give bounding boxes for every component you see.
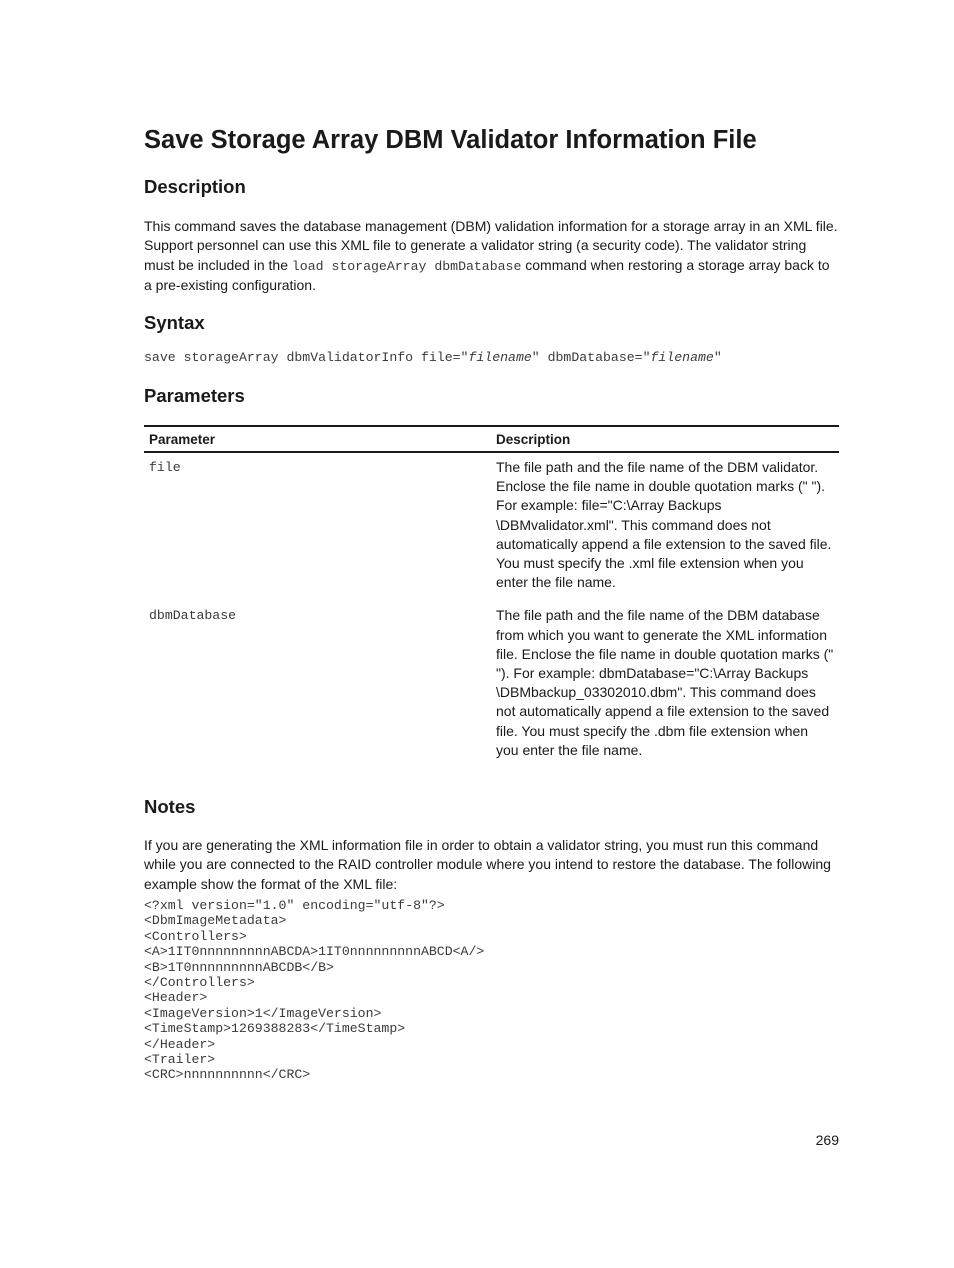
desc-extension: .dbm [653,722,686,739]
parameters-heading: Parameters [144,385,245,406]
parameter-name: dbmDatabase [149,608,237,624]
desc-text: file extension when you enter the file name. [496,722,809,758]
desc-example: file="C:\Array Backups \DBMvalidator.xml" [496,497,722,533]
description-text-2: command when restoring a storage array back to a pre-existing configuration. [144,256,830,293]
parameter-description [491,452,839,601]
desc-text: . This command does not automatically append a file extension to the saved file. You must specify the [496,516,832,572]
parameter-description [491,601,839,769]
syntax-part-1: save storageArray dbmValidatorInfo file=" [144,350,469,365]
syntax-arg-2: filename [650,350,714,365]
desc-text: file extension when you enter the file name. [496,555,804,591]
notes-paragraph: If you are generating the XML information file in order to obtain a validator string, you must run this command while you are connected to the RAID controller module where you intend to restore the database. The following example show the format of the XML file: [144,837,831,892]
description-code: load storageArray dbmDatabase [291,258,522,274]
table-row [144,452,839,601]
syntax-heading: Syntax [144,312,205,333]
page-title: Save Storage Array DBM Validator Information File [144,126,757,154]
table-header-row [144,426,839,452]
desc-text: . This command does not automatically append a file extension to the saved file. You must specify the [496,684,830,739]
column-header-description: Description [491,426,839,452]
syntax-part-2: " dbmDatabase=" [531,350,651,365]
desc-text: The file path and the file name of the DBM database from which you want to generate the XML information file. Enclose the file name in double quotation marks (" "). For example: [496,607,834,682]
parameter-name: file [149,460,181,475]
syntax-code [144,350,722,365]
desc-example: dbmDatabase="C:\Array Backups \DBMbackup_03302010.dbm" [496,665,809,701]
table-row [144,601,839,769]
description-paragraph [144,217,839,295]
description-text-1: This command saves the database management (DBM) validation information for a storage array in an XML file. Support personnel can use this XML file to generate a validator string (a security code). The validator string must be included in the [144,218,838,273]
page-number: 269 [815,1132,839,1148]
syntax-part-3: " [713,350,722,365]
desc-text: The file path and the file name of the DBM validator. Enclose the file name in double quotation marks (" "). For example: [496,459,825,514]
column-header-parameter: Parameter [144,426,491,452]
xml-example-code: <?xml version="1.0" encoding="utf-8"?> <DbmImageMetadata> <Controllers> <A>1IT0nnnnnnnnnABCDA>1IT0nnnnnnnnnABCD<A/> <B>1T0nnnnnnnnnABCDB</B> </Controllers> <Header> <ImageVersion>1</ImageVersion> <TimeStamp>1269388283</TimeStamp> </Header> <Trailer> <CRC>nnnnnnnnnn</CRC> [144,898,485,1083]
syntax-arg-1: filename [468,350,532,365]
parameters-table [144,425,839,769]
description-heading: Description [144,176,246,197]
notes-heading: Notes [144,796,196,817]
desc-extension: .xml [628,555,655,572]
